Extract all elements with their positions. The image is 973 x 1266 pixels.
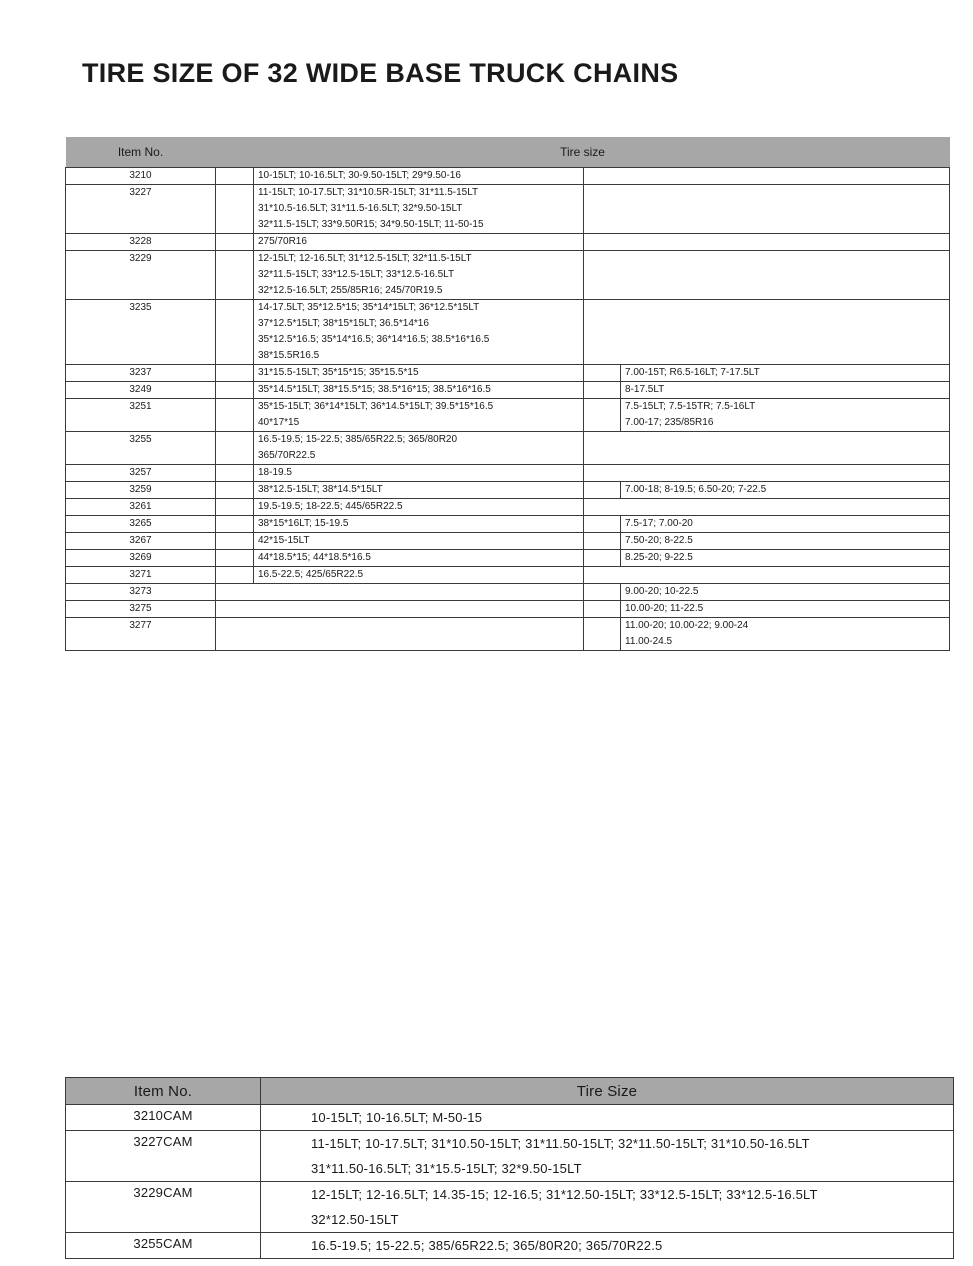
tire-sizes-primary xyxy=(254,168,584,185)
item-number-cell xyxy=(66,1131,261,1182)
tire-sizes-primary xyxy=(216,584,584,601)
tire-sizes-secondary xyxy=(621,584,950,601)
spacer-cell xyxy=(584,550,621,567)
spacer-cell xyxy=(584,584,621,601)
tire-sizes-secondary xyxy=(621,618,950,651)
tire-size-line: 12-15LT; 12-16.5LT; 14.35-15; 12-16.5; 31*12.50-15LT; 33*12.5-15LT; 33*12.5-16.5LT xyxy=(311,1187,818,1202)
tire-size-line: 16.5-19.5; 15-22.5; 385/65R22.5; 365/80R20 xyxy=(258,434,458,445)
tire-size-line: 19.5-19.5; 18-22.5; 445/65R22.5 xyxy=(258,501,403,512)
item-number: 3249 xyxy=(66,382,216,399)
tire-sizes-primary xyxy=(216,618,584,651)
tire-sizes-secondary xyxy=(621,399,950,432)
item-number: 3259 xyxy=(66,482,216,499)
item-number: 3235 xyxy=(66,300,216,365)
tire-sizes-primary xyxy=(254,567,584,584)
item-number: 3273 xyxy=(66,584,216,601)
spacer-cell xyxy=(216,550,254,567)
tire-size-line: 8-17.5LT xyxy=(625,384,665,395)
tire-size-line: 11-15LT; 10-17.5LT; 31*10.50-15LT; 31*11.50-15LT; 32*11.50-15LT; 31*10.50-16.5LT xyxy=(311,1136,810,1151)
spacer-cell xyxy=(216,234,254,251)
tire-sizes-secondary xyxy=(584,234,950,251)
tire-size-line: 7.5-15LT; 7.5-15TR; 7.5-16LT xyxy=(625,401,756,412)
spacer-cell xyxy=(216,533,254,550)
tire-sizes-secondary xyxy=(584,251,950,300)
tire-sizes-primary xyxy=(254,516,584,533)
tire-size-line: 12-15LT; 12-16.5LT; 31*12.5-15LT; 32*11.5-15LT xyxy=(258,253,472,264)
tire-size-line: 40*17*15 xyxy=(258,417,300,428)
tire-size-line: 35*12.5*16.5; 35*14*16.5; 36*14*16.5; 38.5*16*16.5 xyxy=(258,334,490,345)
tire-size-line: 37*12.5*15LT; 38*15*15LT; 36.5*14*16 xyxy=(258,318,429,329)
table-row xyxy=(66,1131,954,1182)
page-title: TIRE SIZE OF 32 WIDE BASE TRUCK CHAINS xyxy=(82,58,679,88)
tire-sizes xyxy=(261,1131,954,1182)
tire-size-line: 35*14.5*15LT; 38*15.5*15; 38.5*16*15; 38.5*16*16.5 xyxy=(258,384,491,395)
tire-size-line: 7.00-17; 235/85R16 xyxy=(625,417,714,428)
tire-sizes xyxy=(261,1105,954,1131)
item-number: 3210CAM xyxy=(133,1108,193,1123)
cam-tire-size-table-body xyxy=(66,1105,954,1259)
spacer-cell xyxy=(216,499,254,516)
item-number: 3227CAM xyxy=(133,1134,193,1149)
item-number: 3227 xyxy=(66,185,216,234)
tire-size-line: 11.00-20; 10.00-22; 9.00-24 xyxy=(625,620,749,631)
tire-size-line: 9.00-20; 10-22.5 xyxy=(625,586,699,597)
tire-size-line: 10-15LT; 10-16.5LT; 30-9.50-15LT; 29*9.50-16 xyxy=(258,170,461,181)
tire-size-line: 32*12.50-15LT xyxy=(311,1212,399,1227)
spacer-cell xyxy=(216,168,254,185)
tire-size-line: 31*15.5-15LT; 35*15*15; 35*15.5*15 xyxy=(258,367,419,378)
tire-size-line: 14-17.5LT; 35*12.5*15; 35*14*15LT; 36*12.5*15LT xyxy=(258,302,480,313)
spacer-cell xyxy=(216,382,254,399)
tire-sizes-primary xyxy=(254,432,584,465)
spacer-cell xyxy=(216,516,254,533)
tire-size-line: 31*11.50-16.5LT; 31*15.5-15LT; 32*9.50-15LT xyxy=(311,1161,582,1176)
item-number: 3265 xyxy=(66,516,216,533)
spacer-cell xyxy=(216,251,254,300)
spacer-cell xyxy=(216,567,254,584)
item-number-cell xyxy=(66,1105,261,1131)
tire-size-line: 10-15LT; 10-16.5LT; M-50-15 xyxy=(311,1110,483,1125)
spacer-cell xyxy=(584,482,621,499)
tire-size-line: 32*11.5-15LT; 33*9.50R15; 34*9.50-15LT; 11-50-15 xyxy=(258,219,484,230)
table-header-row xyxy=(66,137,950,168)
tire-sizes-secondary xyxy=(621,550,950,567)
tire-size-line: 38*15.5R16.5 xyxy=(258,350,320,361)
tire-size-line: 10.00-20; 11-22.5 xyxy=(625,603,704,614)
tire-sizes-primary xyxy=(254,382,584,399)
item-number: 3251 xyxy=(66,399,216,432)
tire-sizes-secondary xyxy=(584,499,950,516)
tire-size-line: 11.00-24.5 xyxy=(625,636,673,647)
tire-size-line: 7.00-18; 8-19.5; 6.50-20; 7-22.5 xyxy=(625,484,767,495)
tire-size-line: 11-15LT; 10-17.5LT; 31*10.5R-15LT; 31*11.5-15LT xyxy=(258,187,479,198)
tire-sizes-primary xyxy=(254,465,584,482)
item-number: 3229CAM xyxy=(133,1185,193,1200)
item-number: 3277 xyxy=(66,618,216,651)
tire-sizes-secondary xyxy=(621,516,950,533)
tire-sizes-secondary xyxy=(584,185,950,234)
item-number: 3257 xyxy=(66,465,216,482)
tire-sizes xyxy=(261,1182,954,1233)
tire-sizes-primary xyxy=(254,185,584,234)
tire-sizes-primary xyxy=(254,251,584,300)
table-row xyxy=(66,1105,954,1131)
tire-sizes-primary xyxy=(254,499,584,516)
tire-size-table xyxy=(65,137,950,651)
item-number: 3269 xyxy=(66,550,216,567)
tire-sizes-secondary xyxy=(621,382,950,399)
spacer-cell xyxy=(216,482,254,499)
tire-sizes-primary xyxy=(254,300,584,365)
tire-size-line: 365/70R22.5 xyxy=(258,450,316,461)
tire-size-line: 18-19.5 xyxy=(258,467,292,478)
spacer-cell xyxy=(584,365,621,382)
spacer-cell xyxy=(584,399,621,432)
item-number: 3237 xyxy=(66,365,216,382)
spacer-cell xyxy=(216,399,254,432)
item-no-header: Item No. xyxy=(66,1078,261,1105)
tire-sizes-secondary xyxy=(584,300,950,365)
item-number: 3210 xyxy=(66,168,216,185)
tire-sizes-primary xyxy=(254,234,584,251)
tire-sizes-primary xyxy=(254,533,584,550)
spacer-cell xyxy=(584,618,621,651)
tire-sizes-secondary xyxy=(621,482,950,499)
spacer-cell xyxy=(216,185,254,234)
item-number-cell xyxy=(66,1233,261,1259)
table-row xyxy=(66,1233,954,1259)
cam-tire-size-table xyxy=(65,1077,954,1259)
tire-size-line: 38*12.5-15LT; 38*14.5*15LT xyxy=(258,484,383,495)
tire-sizes-primary xyxy=(254,399,584,432)
tire-sizes-primary xyxy=(216,601,584,618)
table-row xyxy=(66,1182,954,1233)
tire-size-line: 32*12.5-16.5LT; 255/85R16; 245/70R19.5 xyxy=(258,285,443,296)
tire-size-line: 16.5-19.5; 15-22.5; 385/65R22.5; 365/80R20; 365/70R22.5 xyxy=(311,1238,663,1253)
item-number: 3228 xyxy=(66,234,216,251)
tire-size-line: 35*15-15LT; 36*14*15LT; 36*14.5*15LT; 39.5*15*16.5 xyxy=(258,401,494,412)
tire-size-header: Tire Size xyxy=(261,1078,954,1105)
spacer-cell xyxy=(584,382,621,399)
tire-size-line: 7.00-15T; R6.5-16LT; 7-17.5LT xyxy=(625,367,760,378)
item-number: 3255 xyxy=(66,432,216,465)
item-number: 3271 xyxy=(66,567,216,584)
tire-sizes xyxy=(261,1233,954,1259)
tire-size-line: 32*11.5-15LT; 33*12.5-15LT; 33*12.5-16.5LT xyxy=(258,269,455,280)
spacer-cell xyxy=(216,465,254,482)
tire-size-header: Tire size xyxy=(216,137,950,168)
item-number: 3255CAM xyxy=(133,1236,193,1251)
tire-size-line: 7.50-20; 8-22.5 xyxy=(625,535,693,546)
spacer-cell xyxy=(216,300,254,365)
tire-size-line: 275/70R16 xyxy=(258,236,307,247)
tire-size-line: 38*15*16LT; 15-19.5 xyxy=(258,518,349,529)
tire-sizes-secondary xyxy=(584,432,950,465)
tire-sizes-secondary xyxy=(584,168,950,185)
tire-sizes-secondary xyxy=(584,567,950,584)
tire-sizes-secondary xyxy=(621,365,950,382)
item-number: 3229 xyxy=(66,251,216,300)
item-number: 3275 xyxy=(66,601,216,618)
tire-size-line: 8.25-20; 9-22.5 xyxy=(625,552,693,563)
tire-size-table-body xyxy=(66,168,950,651)
item-number-cell xyxy=(66,1182,261,1233)
tire-sizes-secondary xyxy=(621,601,950,618)
item-number: 3267 xyxy=(66,533,216,550)
tire-sizes-secondary xyxy=(584,465,950,482)
tire-size-line: 16.5-22.5; 425/65R22.5 xyxy=(258,569,364,580)
tire-size-line: 42*15-15LT xyxy=(258,535,310,546)
tire-size-line: 31*10.5-16.5LT; 31*11.5-16.5LT; 32*9.50-15LT xyxy=(258,203,463,214)
item-number: 3261 xyxy=(66,499,216,516)
spacer-cell xyxy=(584,601,621,618)
tire-sizes-primary xyxy=(254,365,584,382)
spacer-cell xyxy=(584,516,621,533)
tire-size-line: 44*18.5*15; 44*18.5*16.5 xyxy=(258,552,371,563)
tire-size-line: 7.5-17; 7.00-20 xyxy=(625,518,693,529)
item-no-header: Item No. xyxy=(66,137,216,168)
table-header-row xyxy=(66,1078,954,1105)
tire-sizes-secondary xyxy=(621,533,950,550)
tire-sizes-primary xyxy=(254,550,584,567)
spacer-cell xyxy=(216,365,254,382)
spacer-cell xyxy=(584,533,621,550)
spacer-cell xyxy=(216,432,254,465)
tire-sizes-primary xyxy=(254,482,584,499)
